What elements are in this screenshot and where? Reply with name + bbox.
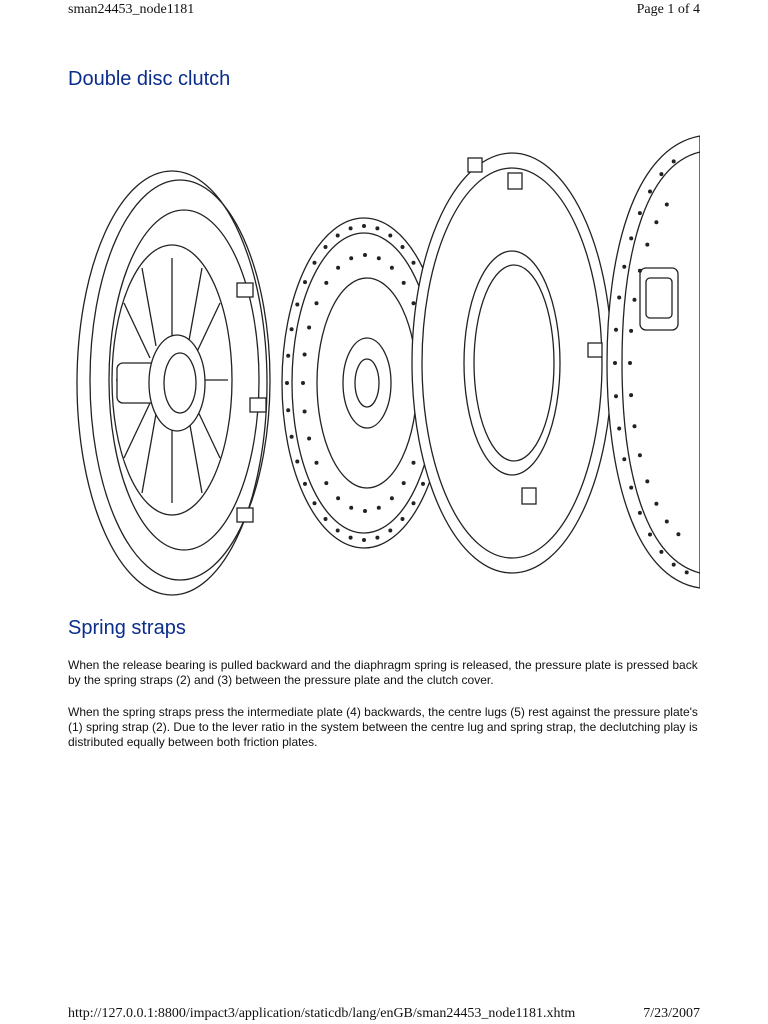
friction-disc-2 xyxy=(607,136,700,588)
paragraph-2: When the spring straps press the intermediate plate (4) backwards, the centre lugs (5) rest against the pressure plate's (1) spring strap (2). Due to the lever ratio in the system between the centre lug and spring strap, the declutching play is distributed equally between both friction plates. xyxy=(68,705,698,749)
footer-date: 7/23/2007 xyxy=(643,1006,700,1021)
paragraph-1: When the release bearing is pulled backward and the diaphragm spring is released, the pressure plate is pressed back by the spring straps (2) and (3) between the pressure plate and the clutch cover. xyxy=(68,658,698,687)
doc-id: sman24453_node1181 xyxy=(68,2,195,17)
intermediate-plate xyxy=(412,153,612,573)
page-title: Double disc clutch xyxy=(68,68,231,90)
pressure-plate-assembly xyxy=(77,171,270,595)
footer-url: http://127.0.0.1:8800/impact3/application/staticdb/lang/enGB/sman24453_node1181.xhtm xyxy=(68,1006,576,1021)
section-title-spring-straps: Spring straps xyxy=(68,617,186,639)
page-number: Page 1 of 4 xyxy=(636,2,700,17)
clutch-exploded-illustration xyxy=(72,118,700,596)
